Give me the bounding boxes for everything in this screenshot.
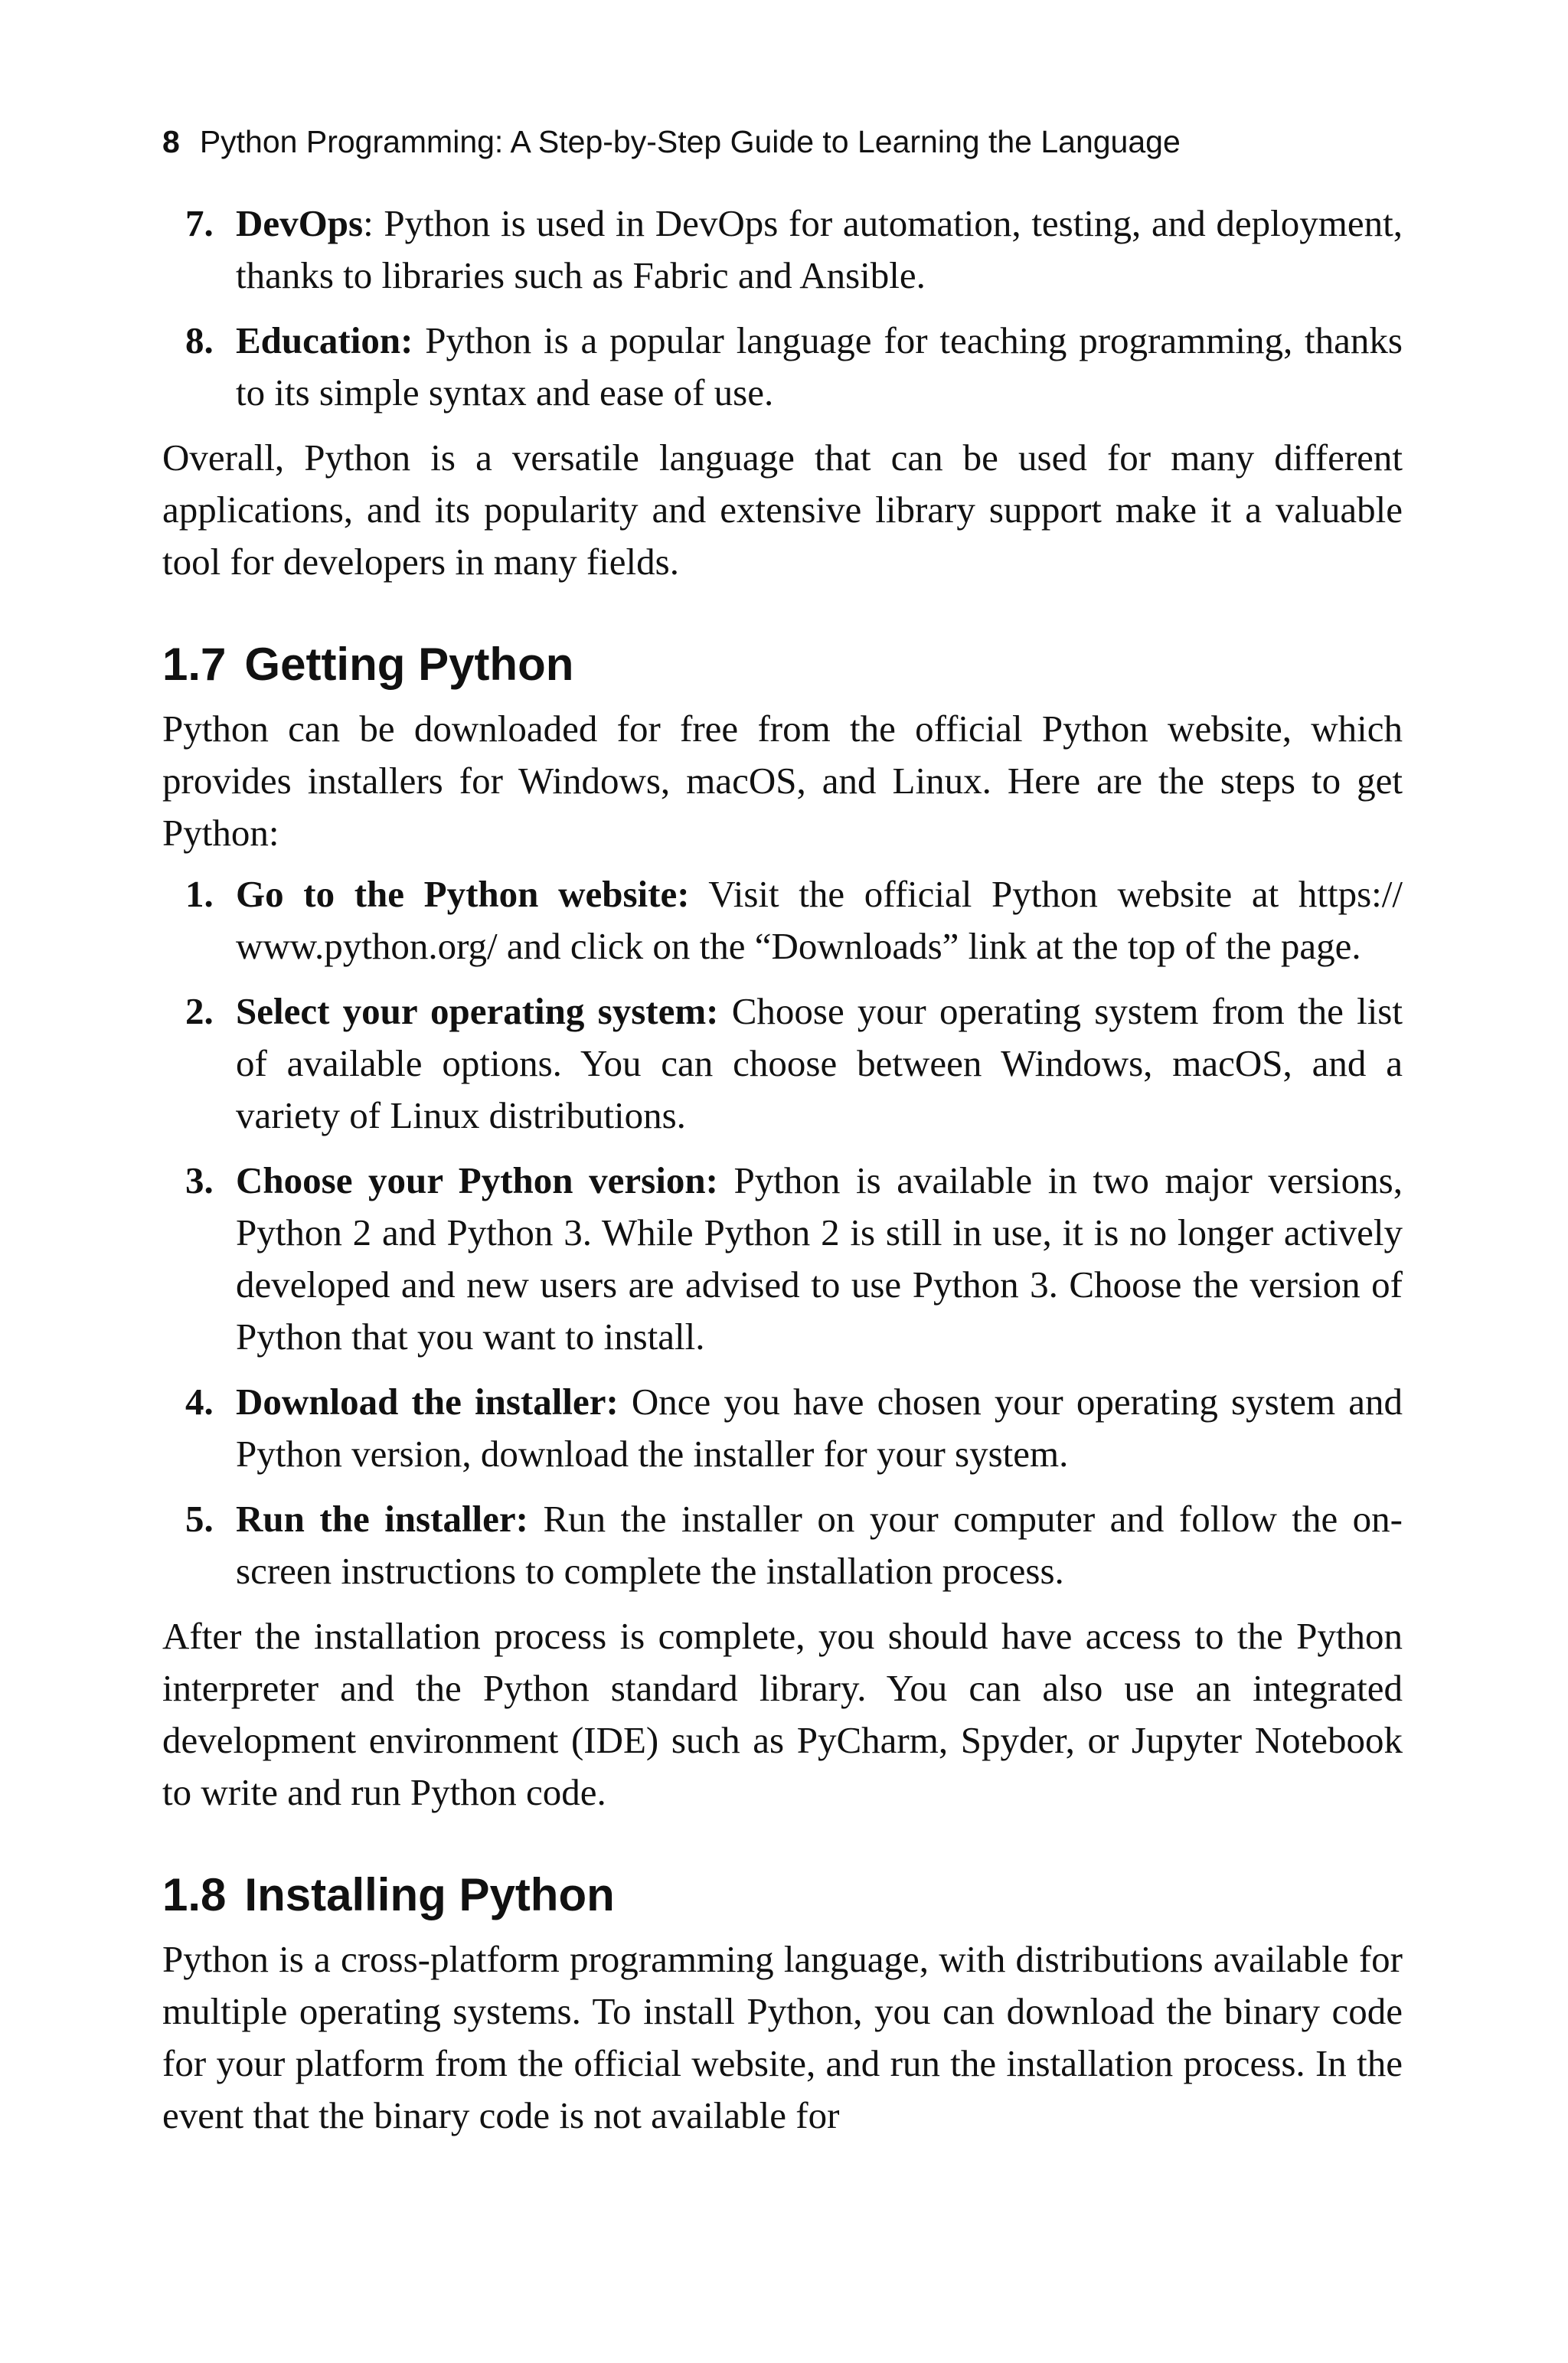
book-page — [162, 123, 1403, 2142]
list-item — [162, 868, 1403, 972]
top-list — [162, 198, 1403, 419]
list-item-text: : Python is used in DevOps for automation, testing, and deployment, thanks to libraries such as Fabric and Ansible. — [236, 202, 1403, 296]
running-head-title: Python Programming: A Step-by-Step Guide to Learning the Language — [199, 124, 1181, 159]
list-item-number: 7. — [185, 202, 214, 244]
list-item-number: 1. — [185, 873, 214, 915]
section-number: 1.7 — [162, 639, 227, 690]
list-item-text: Run the installer on your computer and follow the on-screen instructions to complete the installation process. — [236, 1498, 1403, 1592]
list-item-number: 5. — [185, 1498, 214, 1540]
list-item-text: Python is a popular language for teaching programming, thanks to its simple syntax and ease of use. — [236, 319, 1403, 413]
running-head — [162, 123, 1403, 161]
installing-python-intro: Python is a cross-platform programming language, with distributions available for multiple operating systems. To install Python, you can download the binary code for your platform from the official website, and run the installation process. In the event that the binary code is not available for — [162, 1938, 1403, 2136]
list-item — [162, 1376, 1403, 1480]
section-heading-getting-python — [162, 637, 1403, 692]
section-title: Installing Python — [244, 1869, 615, 1920]
list-item-text: Visit the official Python website at https:// www.python.org/ and click on the “Downloads” link at the top of the page. — [236, 873, 1403, 967]
list-item-label: DevOps — [236, 202, 364, 244]
list-item-text: Python is available in two major versions, Python 2 and Python 3. While Python 2 is still in use, it is no longer actively developed and new users are advised to use Python 3. Choose the version of Python that you want to install. — [236, 1159, 1403, 1358]
section-heading-installing-python — [162, 1868, 1403, 1923]
list-item-label: Run the installer: — [236, 1498, 528, 1540]
list-item-label: Select your operating system: — [236, 990, 719, 1032]
section-title: Getting Python — [244, 639, 574, 690]
list-item-label: Education: — [236, 319, 413, 361]
list-item — [162, 198, 1403, 302]
list-item-number: 2. — [185, 990, 214, 1032]
getting-python-steps — [162, 868, 1403, 1597]
list-item — [162, 985, 1403, 1142]
list-item-label: Choose your Python version: — [236, 1159, 718, 1201]
list-item-label: Go to the Python website: — [236, 873, 690, 915]
list-item — [162, 315, 1403, 419]
getting-python-closing: After the installation process is complete, you should have access to the Python interpreter and the Python standard library. You can also use an integrated development environment (IDE) such as PyCharm, Spyder, or Jupyter Notebook to write and run Python code. — [162, 1615, 1403, 1813]
list-item-text: Once you have chosen your operating system and Python version, download the installer for your system. — [236, 1381, 1403, 1475]
overall-paragraph: Overall, Python is a versatile language that can be used for many different applications, and its popularity and extensive library support make it a valuable tool for developers in many fields. — [162, 436, 1403, 583]
list-item — [162, 1155, 1403, 1363]
list-item-label: Download the installer: — [236, 1381, 619, 1423]
section-number: 1.8 — [162, 1869, 227, 1920]
getting-python-intro: Python can be downloaded for free from the official Python website, which provides installers for Windows, macOS, and Linux. Here are the steps to get Python: — [162, 708, 1403, 854]
list-item-number: 4. — [185, 1381, 214, 1423]
list-item-text: Choose your operating system from the list of available options. You can choose between Windows, macOS, and a variety of Linux distributions. — [236, 990, 1403, 1136]
list-item — [162, 1493, 1403, 1597]
list-item-number: 8. — [185, 319, 214, 361]
page-number: 8 — [162, 124, 180, 159]
list-item-number: 3. — [185, 1159, 214, 1201]
